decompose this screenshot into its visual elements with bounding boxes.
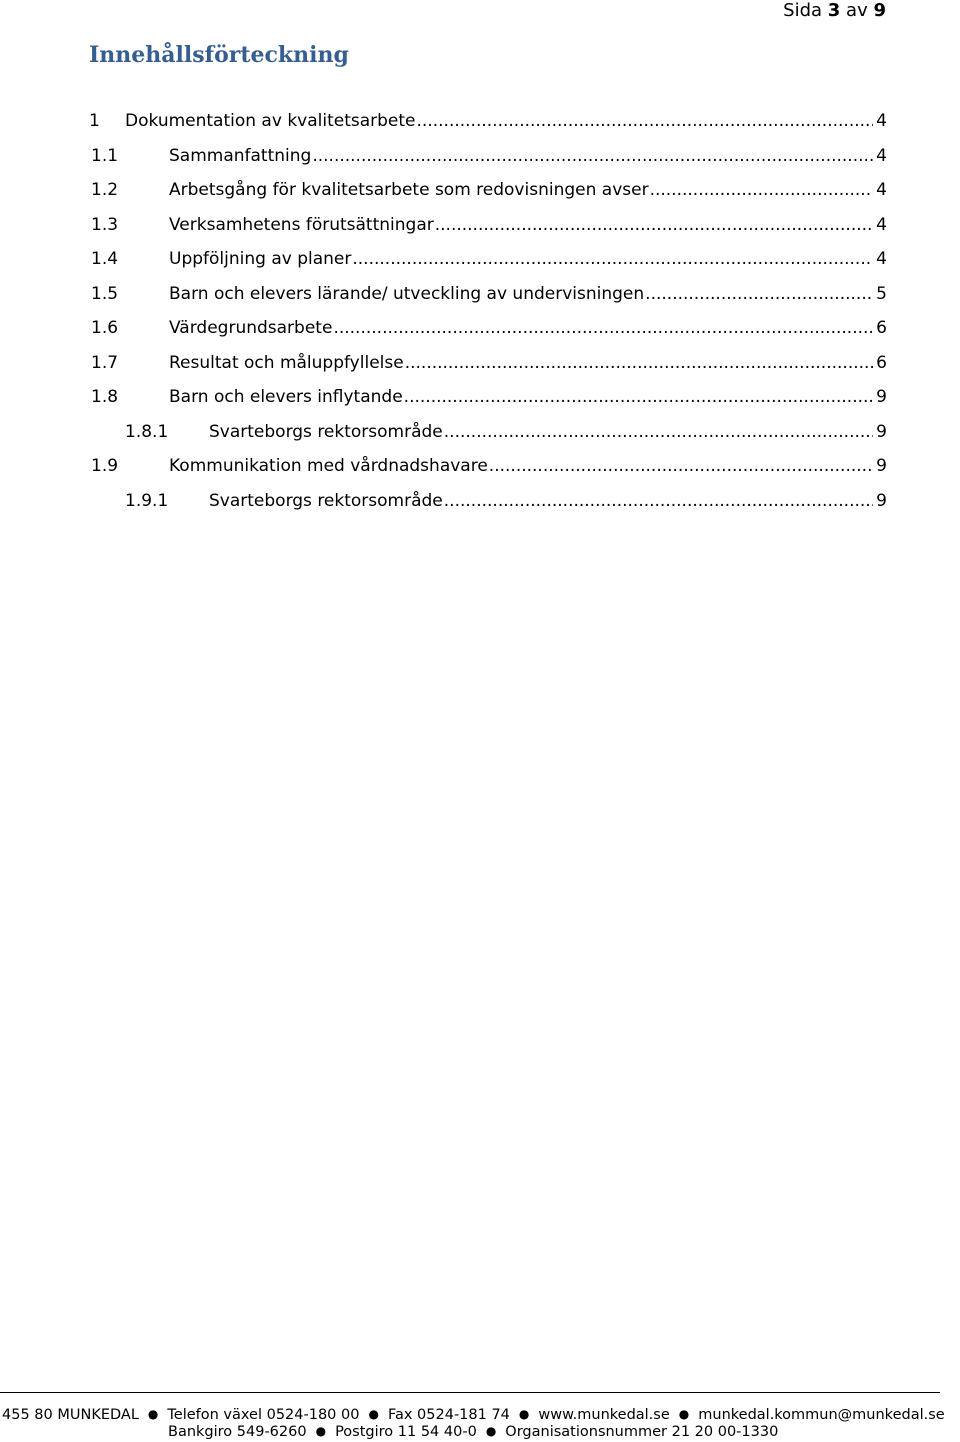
toc-entry-title: Svarteborgs rektorsområde — [209, 490, 443, 511]
dot-leader — [417, 111, 873, 131]
bullet-separator: ● — [678, 1407, 690, 1421]
toc-entry-page: 4 — [876, 145, 887, 166]
toc-entry-number: 1.7 — [91, 352, 119, 373]
toc-entry-number: 1.2 — [91, 180, 119, 201]
page-middle: av — [846, 0, 868, 21]
toc-entry[interactable] — [89, 104, 887, 139]
toc-entry-page: 6 — [876, 352, 887, 373]
dot-leader — [444, 491, 873, 511]
dot-leader — [489, 456, 873, 476]
toc-entry-title: Verksamhetens förutsättningar — [169, 214, 434, 235]
toc-entry-number: 1.9 — [91, 456, 119, 477]
dot-leader — [645, 284, 873, 304]
toc-entry-title: Svarteborgs rektorsområde — [209, 421, 443, 442]
toc-entry-number: 1.8.1 — [125, 421, 169, 442]
footer-email-link[interactable]: munkedal.kommun@munkedal.se — [698, 1407, 945, 1423]
toc-entry[interactable] — [89, 415, 887, 450]
footer-line-2 — [168, 1422, 960, 1441]
toc-entry[interactable] — [89, 277, 887, 312]
bullet-separator: ● — [315, 1424, 327, 1438]
dot-leader — [312, 146, 873, 166]
toc-heading: Innehållsförteckning — [89, 42, 349, 68]
toc-entry-number: 1.8 — [91, 387, 119, 408]
dot-leader — [444, 422, 873, 442]
footer-postgiro: Postgiro 11 54 40-0 — [335, 1424, 477, 1440]
toc-entry-page: 4 — [876, 214, 887, 235]
footer-bankgiro: Bankgiro 549-6260 — [168, 1424, 307, 1440]
bullet-separator: ● — [485, 1424, 497, 1438]
toc-entry-page: 4 — [876, 180, 887, 201]
toc-entry-page: 9 — [876, 456, 887, 477]
toc-entry[interactable] — [89, 484, 887, 519]
toc-entry-page: 4 — [876, 111, 887, 132]
toc-entry-number: 1.6 — [91, 318, 119, 339]
dot-leader — [333, 318, 873, 338]
toc-entry-title: Barn och elevers inflytande — [169, 387, 403, 408]
toc-entry-title: Resultat och måluppfyllelse — [169, 352, 404, 373]
toc-entry-page: 4 — [876, 249, 887, 270]
toc-entry[interactable] — [89, 208, 887, 243]
toc-entry-title: Arbetsgång för kvalitetsarbete som redovisningen avser — [169, 180, 649, 201]
toc-entry-page: 6 — [876, 318, 887, 339]
bullet-separator: ● — [147, 1407, 159, 1421]
footer-address: 455 80 MUNKEDAL — [2, 1407, 139, 1423]
footer-website-link[interactable]: www.munkedal.se — [538, 1407, 670, 1423]
footer-divider — [0, 1392, 940, 1393]
toc-entry-title: Kommunikation med vårdnadshavare — [169, 456, 488, 477]
toc-entry-page: 9 — [876, 421, 887, 442]
dot-leader — [650, 180, 873, 200]
footer-org-number: Organisationsnummer 21 20 00-1330 — [505, 1424, 779, 1440]
toc-entry-page: 5 — [876, 283, 887, 304]
toc-entry[interactable] — [89, 173, 887, 208]
toc-entry-title: Uppföljning av planer — [169, 249, 352, 270]
page-prefix: Sida — [783, 0, 823, 21]
dot-leader — [404, 387, 873, 407]
bullet-separator: ● — [518, 1407, 530, 1421]
bullet-separator: ● — [368, 1407, 379, 1421]
toc-entry-number: 1.5 — [91, 283, 119, 304]
toc-entry[interactable] — [89, 380, 887, 415]
toc-entry-title: Barn och elevers lärande/ utveckling av undervisningen — [169, 283, 645, 304]
current-page: 3 — [827, 0, 841, 21]
toc-entry[interactable] — [89, 311, 887, 346]
dot-leader — [435, 215, 873, 235]
toc-entry-number: 1 — [89, 111, 100, 132]
footer-phone: Telefon växel 0524-180 00 — [167, 1407, 360, 1423]
toc-entry-title: Värdegrundsarbete — [169, 318, 333, 339]
toc-entry-number: 1.3 — [91, 214, 119, 235]
toc-entry-number: 1.1 — [91, 145, 119, 166]
toc-entry-title: Sammanfattning — [169, 145, 312, 166]
toc-entry[interactable] — [89, 139, 887, 174]
toc-entry[interactable] — [89, 346, 887, 381]
toc-entry-number: 1.4 — [91, 249, 119, 270]
toc-entry[interactable] — [89, 242, 887, 277]
toc-entry-number: 1.9.1 — [125, 490, 169, 511]
dot-leader — [405, 353, 873, 373]
footer-fax: Fax 0524-181 74 — [387, 1407, 510, 1423]
toc-entry-page: 9 — [876, 490, 887, 511]
dot-leader — [352, 249, 873, 269]
toc-entry-page: 9 — [876, 387, 887, 408]
total-pages: 9 — [873, 0, 886, 21]
page-number — [783, 0, 886, 22]
toc-entry[interactable] — [89, 449, 887, 484]
toc-entry-title: Dokumentation av kvalitetsarbete — [125, 111, 416, 132]
toc-list — [89, 104, 887, 518]
